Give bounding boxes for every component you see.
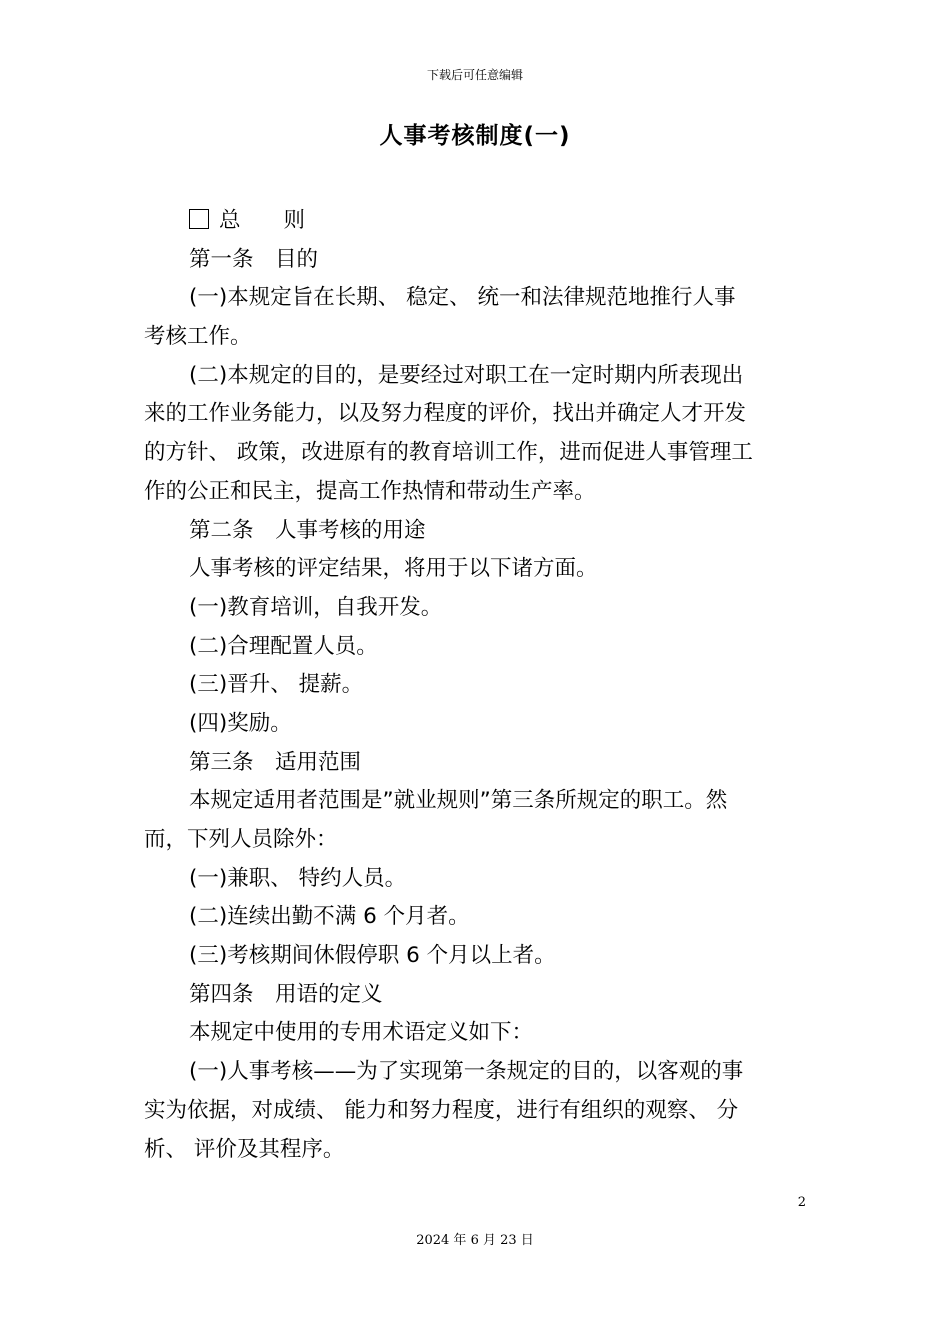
checkbox-square-icon [189, 209, 209, 229]
footer-date: 2024 年 6 月 23 日 [416, 1233, 534, 1248]
list-item: (三)考核期间休假停职 6 个月以上者。 [189, 943, 556, 969]
paragraph-line [144, 279, 808, 318]
article-heading: 第三条 适用范围 [189, 749, 362, 775]
paragraph-line: 本规定中使用的专用术语定义如下： [189, 1020, 534, 1046]
page-number: 2 [797, 1195, 806, 1210]
list-item: (二)合理配置人员。 [189, 633, 378, 659]
paragraph-line: 实为依据，对成绩、 能力和努力程度，进行有组织的观察、 分 [144, 1097, 739, 1123]
paragraph-text: (一)本规定旨在长期、 稳定、 统一和法律规范地推行人事 [189, 285, 736, 311]
list-item: (一)教育培训，自我开发。 [189, 594, 443, 620]
list-item: (二)连续出勤不满 6 个月者。 [189, 904, 470, 930]
article-heading: 第二条 人事考核的用途 [189, 517, 426, 543]
list-item: (三)晋升、 提薪。 [189, 672, 364, 698]
list-item: (四)奖励。 [189, 710, 292, 736]
paragraph-line: 来的工作业务能力，以及努力程度的评价，找出并确定人才开发 [144, 401, 747, 427]
header-note: 下载后可任意编辑 [426, 68, 523, 82]
article-heading: 第一条 目的 [189, 246, 319, 272]
section-heading-text: 总 则 [219, 208, 306, 233]
section-heading [144, 202, 808, 241]
paragraph-line: 人事考核的评定结果，将用于以下诸方面。 [189, 556, 598, 582]
paragraph-line: 本规定适用者范围是”就业规则”第三条所规定的职工。然 [189, 788, 728, 814]
paragraph-line: 析、 评价及其程序。 [144, 1136, 345, 1162]
paragraph-line: (二)本规定的目的，是要经过对职工在一定时期内所表现出 [189, 362, 744, 388]
paragraph-line: (一)人事考核——为了实现第一条规定的目的，以客观的事 [189, 1059, 744, 1085]
paragraph-line: 考核工作。 [144, 324, 252, 350]
list-item: (一)兼职、 特约人员。 [189, 865, 407, 891]
paragraph-line: 而，下列人员除外： [144, 827, 338, 852]
paragraph-line: 作的公正和民主，提高工作热情和带动生产率。 [144, 478, 596, 504]
article-heading: 第四条 用语的定义 [189, 981, 383, 1007]
document-title: 人事考核制度(一) [379, 123, 571, 149]
document-body [144, 202, 808, 1169]
paragraph-line: 的方针、 政策，改进原有的教育培训工作，进而促进人事管理工 [144, 440, 753, 466]
